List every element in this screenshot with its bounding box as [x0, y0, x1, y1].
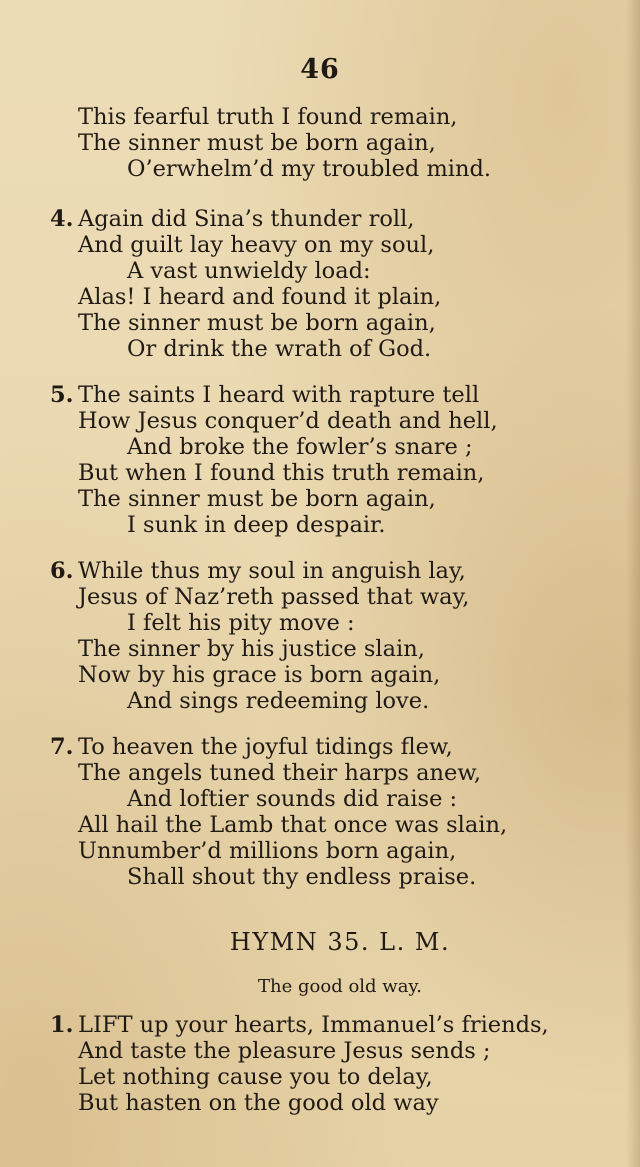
verse-line: Unnumber’d millions born again, [78, 838, 457, 864]
verse-line: The angels tuned their harps anew, [78, 760, 482, 786]
verse-line: And guilt lay heavy on my soul, [78, 232, 435, 258]
hymn-title: HYMN 35. L. M. [229, 928, 451, 956]
verse-line: Now by his grace is born again, [78, 662, 441, 688]
verse-line: The sinner must be born again, [78, 310, 436, 336]
verse-line: The sinner must be born again, [78, 130, 436, 156]
verse-line: But hasten on the good old way [78, 1090, 439, 1116]
verse-line: I felt his pity move : [127, 610, 355, 636]
stanza-number: 5. [50, 382, 74, 408]
hymn-subtitle: The good old way. [258, 976, 422, 997]
verse-line: Alas! I heard and found it plain, [78, 284, 442, 310]
verse-line: This fearful truth I found remain, [78, 104, 458, 130]
stanza-number: 7. [50, 734, 74, 760]
stanza-number: 6. [50, 558, 74, 584]
verse-line: The sinner by his justice slain, [78, 636, 425, 662]
verse-line: I sunk in deep despair. [127, 512, 386, 538]
verse-line: Shall shout thy endless praise. [127, 864, 477, 890]
verse-line: Again did Sina’s thunder roll, [78, 206, 415, 232]
stanza-number: 4. [50, 206, 74, 232]
verse-line: And loftier sounds did raise : [127, 786, 458, 812]
verse-line: And sings redeeming love. [127, 688, 430, 714]
verse-line: And broke the fowler’s snare ; [127, 434, 473, 460]
verse-line: But when I found this truth remain, [78, 460, 485, 486]
verse-line: And taste the pleasure Jesus sends ; [78, 1038, 491, 1064]
verse-line: Or drink the wrath of God. [127, 336, 432, 362]
verse-line: LIFT up your hearts, Immanuel’s friends, [78, 1012, 549, 1038]
verse-line: A vast unwieldy load: [127, 258, 371, 284]
verse-line: O’erwhelm’d my troubled mind. [127, 156, 492, 182]
page-number: 46 [300, 54, 340, 85]
verse-line: How Jesus conquer’d death and hell, [78, 408, 498, 434]
verse-line: While thus my soul in anguish lay, [78, 558, 466, 584]
verse-line: The saints I heard with rapture tell [78, 382, 480, 408]
verse-line: To heaven the joyful tidings flew, [78, 734, 453, 760]
verse-line: Let nothing cause you to delay, [78, 1064, 433, 1090]
verse-line: The sinner must be born again, [78, 486, 436, 512]
verse-line: All hail the Lamb that once was slain, [78, 812, 508, 838]
stanza-number: 1. [50, 1012, 74, 1038]
verse-line: Jesus of Naz’reth passed that way, [78, 584, 470, 610]
